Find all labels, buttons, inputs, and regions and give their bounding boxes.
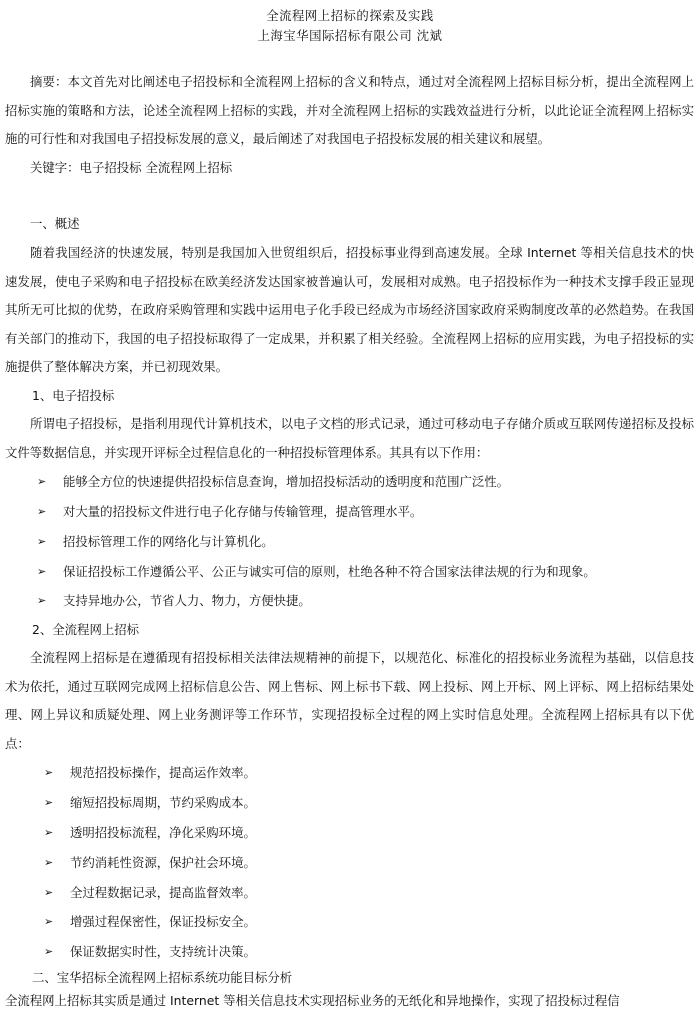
arrow-bullet-icon: ➢: [37, 594, 47, 608]
list-item: ➢ 节约消耗性资源，保护社会环境。: [0, 848, 700, 878]
list-item: ➢ 全过程数据记录，提高监督效率。: [0, 878, 700, 908]
doc-byline: 上海宝华国际招标有限公司 沈斌: [257, 28, 443, 43]
list-item: ➢ 招投标管理工作的网络化与计算机化。: [0, 527, 700, 557]
section-heading-overview: 一、概述: [30, 216, 80, 232]
list-item: ➢ 保证数据实时性，支持统计决策。: [0, 937, 700, 967]
arrow-bullet-icon: ➢: [44, 945, 54, 959]
list-item: ➢ 缩短招投标周期，节约采购成本。: [0, 788, 700, 818]
arrow-bullet-icon: ➢: [37, 534, 47, 548]
keywords: 关键字：电子招投标 全流程网上招标: [30, 159, 233, 175]
abstract: 摘要：本文首先对比阐述电子招投标和全流程网上招标的含义和特点，通过对全流程网上招标目标分析，提出全流程网上招标实施的策略和方法，论述全流程网上招标的实践，并对全流程网上招标的实践效益进行分析，以此论证全流程网上招标实施的可行性和对我国电子招投标发展的意义，最后阐述了对我国电子招投标发展的相关建议和展望。: [5, 74, 694, 147]
arrow-bullet-icon: ➢: [37, 504, 47, 518]
arrow-bullet-icon: ➢: [44, 885, 54, 899]
list-item: ➢ 对大量的招投标文件进行电子化存储与传输管理，提高管理水平。: [0, 497, 700, 527]
list-item: ➢ 透明招投标流程，净化采购环境。: [0, 818, 700, 848]
subsection-heading-e-bidding: 1、电子招投标: [32, 387, 115, 403]
section-overview-text: 随着我国经济的快速发展，特别是我国加入世贸组织后，招投标事业得到高速发展。全球 Internet 等相关信息技术的快速发展，使电子采购和电子招投标在欧美经济发达国家被普遍认可，发展相对成熟。电子招投标作为一种技术支撑手段正显现其所无可比拟的优势，在政府采购管理和实践中运用电子化手段已经成为市场经济国家政府采购制度改革的必然趋势。在我国有关部门的推动下，我国的电子招投标取得了一定成果，并积累了相关经验。全流程网上招标的应用实践，为电子招投标的实施提供了整体解决方案，并已初现效果。: [5, 244, 694, 375]
arrow-bullet-icon: ➢: [37, 475, 47, 489]
list-item: ➢ 保证招投标工作遵循公平、公正与诚实可信的原则，杜绝各种不符合国家法律法规的行为和现象。: [0, 557, 700, 587]
subsection-heading-full-process: 2、全流程网上招标: [32, 622, 140, 638]
section-system-goals-text: 全流程网上招标其实质是通过 Internet 等相关信息技术实现招标业务的无纸化和异地操作，实现了招投标过程信: [5, 993, 620, 1009]
arrow-bullet-icon: ➢: [44, 915, 54, 929]
doc-title: 全流程网上招标的探索及实践: [266, 8, 434, 23]
full-process-advantages-list: [0, 758, 700, 967]
arrow-bullet-icon: ➢: [44, 826, 54, 840]
arrow-bullet-icon: ➢: [44, 796, 54, 810]
subsection-full-process-text: 全流程网上招标是在遵循现有招投标相关法律法规精神的前提下，以规范化、标准化的招投标业务流程为基础，以信息技术为依托，通过互联网完成网上招标信息公告、网上售标、网上标书下载、网上投标、网上开标、网上评标、网上招标结果处理、网上异议和质疑处理、网上业务测评等工作环节，实现招投标全过程的网上实时信息处理。全流程网上招标具有以下优点：: [5, 650, 694, 751]
list-item: ➢ 能够全方位的快速提供招投标信息查询，增加招投标活动的透明度和范围广泛性。: [0, 467, 700, 497]
section-heading-system-goals: 二、宝华招标全流程网上招标系统功能目标分析: [32, 970, 293, 986]
document-page: [0, 6, 700, 1009]
e-bidding-benefits-list: [0, 467, 700, 616]
arrow-bullet-icon: ➢: [44, 855, 54, 869]
subsection-e-bidding-text: 所谓电子招投标，是指利用现代计算机技术，以电子文档的形式记录，通过可移动电子存储介质或互联网传递招标及投标文件等数据信息，并实现开评标全过程信息化的一种招投标管理体系。其具有以下作用：: [5, 415, 694, 460]
spacer: [0, 46, 700, 68]
list-item: ➢ 支持异地办公，节省人力、物力，方便快捷。: [0, 586, 700, 616]
list-item: ➢ 规范招投标操作，提高运作效率。: [0, 758, 700, 788]
spacer: [0, 182, 700, 210]
arrow-bullet-icon: ➢: [37, 564, 47, 578]
list-item: ➢ 增强过程保密性，保证投标安全。: [0, 907, 700, 937]
arrow-bullet-icon: ➢: [44, 766, 54, 780]
